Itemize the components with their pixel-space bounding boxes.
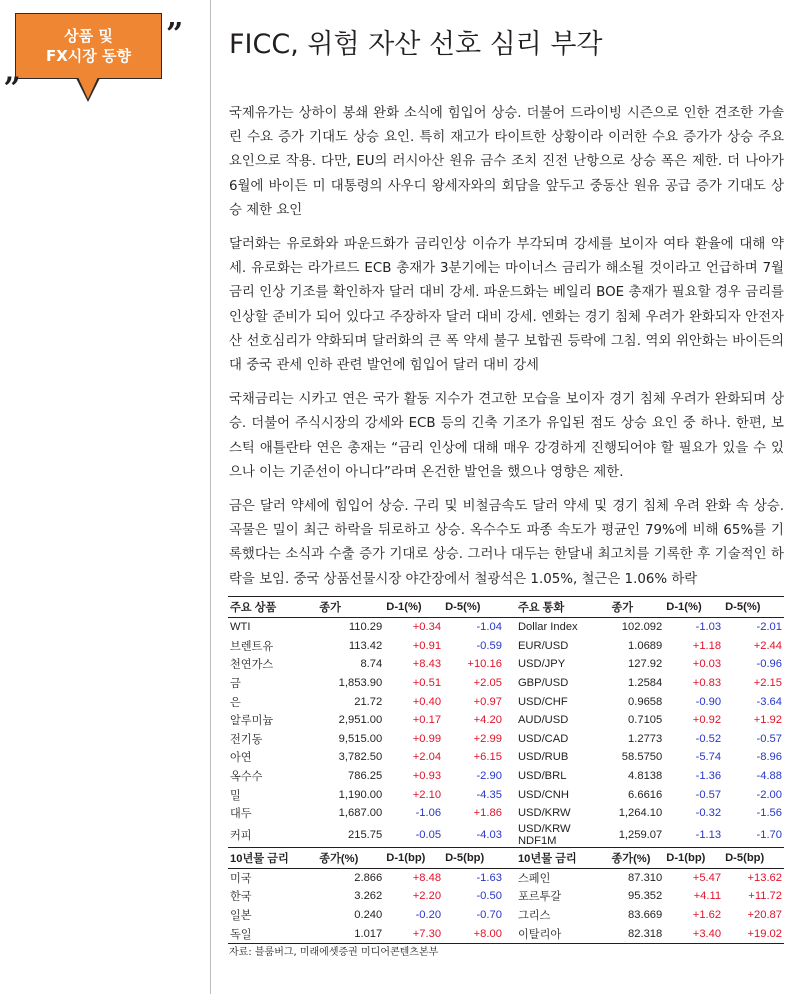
section-badge-line2: FX시장 동향 xyxy=(46,47,131,65)
table-cell: -2.00 xyxy=(756,788,782,801)
paragraph-oil: 국제유가는 상하이 봉쇄 완화 소식에 힘입어 상승. 더불어 드라이빙 시즌으로 인한 견조한 가솔린 수요 증가 기대도 상승 요인. 특히 재고가 타이트한 상황이라 이러한 수요 증가가 상승 주요 요인으로 작용. 다만, EU의 러시아산 원유 금수 조치 진전 난항으로 상승 폭은 제한. 더 나아가 6월에 바이든 미 대통령의 사우디 왕세자와의 회담을 앞두고 중동산 원유 공급 증가 기대도 상승 제한 요인 xyxy=(229,106,784,218)
table-cell: +0.99 xyxy=(412,732,442,745)
table-cell: USD/CAD xyxy=(517,732,569,745)
header-cell: 종가(%) xyxy=(317,847,384,868)
table-row xyxy=(228,906,784,925)
table-cell: 3,782.50 xyxy=(338,751,383,764)
header-cell: D-5(%) xyxy=(443,597,504,618)
table-cell: EUR/USD xyxy=(517,639,569,652)
table-cell: -1.06 xyxy=(415,807,442,820)
table-header xyxy=(228,597,784,618)
table-cell: 1,687.00 xyxy=(338,807,383,820)
table-cell: +4.20 xyxy=(473,714,502,727)
table-cell: 0.9658 xyxy=(628,695,663,708)
table-cell: GBP/USD xyxy=(517,677,569,690)
table-cell: 1.2773 xyxy=(628,732,663,745)
table-cell: +8.48 xyxy=(412,871,442,884)
table-row xyxy=(228,767,784,786)
table-cell: 전기동 xyxy=(230,733,263,746)
section-badge-line1: 상품 및 xyxy=(64,27,113,45)
table-cell: 1,853.90 xyxy=(338,677,383,690)
table-cell: +0.51 xyxy=(412,677,442,690)
table-cell: +8.43 xyxy=(412,658,442,671)
table-cell: 한국 xyxy=(230,891,252,904)
table-cell: 금 xyxy=(230,678,241,691)
header-cell: D-5(%) xyxy=(723,597,784,618)
table-cell: 82.318 xyxy=(609,924,664,943)
table-cell: 58.5750 xyxy=(621,751,663,764)
table-cell: +1.18 xyxy=(692,639,722,652)
table-cell: -0.32 xyxy=(695,807,722,820)
table-cell: +2.99 xyxy=(473,732,502,745)
table-cell: 95.352 xyxy=(628,890,663,903)
table-cell: +0.92 xyxy=(692,714,722,727)
table-cell: Dollar Index xyxy=(517,621,578,634)
table-cell: 1.017 xyxy=(317,924,384,943)
commodity-fx-rows xyxy=(228,618,784,848)
table-cell: 8.74 xyxy=(360,658,383,671)
table-row xyxy=(228,924,784,943)
table-cell: -0.57 xyxy=(756,732,782,745)
table-cell: 102.092 xyxy=(621,621,663,634)
table-cell: 1,190.00 xyxy=(338,788,383,801)
table-cell: +6.15 xyxy=(473,751,502,764)
table-cell: USD/KRW xyxy=(517,807,571,820)
open-quote-icon: „ xyxy=(4,54,22,89)
close-quote-icon: ” xyxy=(166,17,184,52)
table-row xyxy=(228,637,784,656)
table-cell: -2.90 xyxy=(476,770,502,783)
table-cell: 스페인 xyxy=(517,872,551,885)
table-cell: 포르투갈 xyxy=(517,891,562,904)
table-cell: +11.72 xyxy=(748,890,782,903)
table-cell: 은 xyxy=(230,696,241,709)
table-cell: -0.50 xyxy=(476,890,502,903)
table-cell: +1.92 xyxy=(753,714,782,727)
article-body xyxy=(229,102,784,602)
page-title: FICC, 위험 자산 선호 심리 부각 xyxy=(229,29,603,60)
table-cell: -0.20 xyxy=(415,909,442,922)
table-cell: USD/CHF xyxy=(517,695,568,708)
table-row xyxy=(228,748,784,767)
table-cell: +0.03 xyxy=(692,658,722,671)
column-divider xyxy=(210,0,211,994)
table-cell: -4.88 xyxy=(756,770,782,783)
table-cell: +0.17 xyxy=(412,714,442,727)
table-cell: USD/CNH xyxy=(517,788,569,801)
table-cell: -2.01 xyxy=(756,621,782,634)
table-cell: 2,951.00 xyxy=(338,714,383,727)
table-cell: +19.02 xyxy=(723,924,784,943)
table-cell: 0.240 xyxy=(354,909,383,922)
table-cell: 이탈리아 xyxy=(504,924,610,943)
table-row xyxy=(228,692,784,711)
table-cell: +2.10 xyxy=(412,788,442,801)
table-cell: 21.72 xyxy=(354,695,383,708)
table-cell: 옥수수 xyxy=(230,771,263,784)
table-cell: -4.03 xyxy=(476,828,502,841)
header-cell: 주요 상품 xyxy=(228,597,317,618)
header-cell: 종가(%) xyxy=(609,847,664,868)
table-cell: 3.262 xyxy=(354,890,383,903)
table-cell: 천연가스 xyxy=(230,659,274,672)
table-cell: -0.59 xyxy=(476,639,502,652)
table-cell: +1.62 xyxy=(692,909,722,922)
header-cell: 종가 xyxy=(317,597,384,618)
table-cell: +7.30 xyxy=(384,924,443,943)
table-cell: -1.70 xyxy=(756,828,782,841)
table-cell: +8.00 xyxy=(443,924,504,943)
section-badge xyxy=(15,13,162,79)
table-cell: 브렌트유 xyxy=(230,640,274,653)
table-cell: AUD/USD xyxy=(517,714,569,727)
table-cell: 110.29 xyxy=(348,621,383,634)
table-cell: 미국 xyxy=(230,872,252,885)
table-cell: +2.20 xyxy=(412,890,442,903)
table-cell: 밀 xyxy=(230,789,241,802)
table-cell: -0.96 xyxy=(756,658,782,671)
table-cell: -1.36 xyxy=(695,770,722,783)
paragraph-dollar: 달러화는 유로화와 파운드화가 금리인상 이슈가 부각되며 강세를 보이자 여타 환율에 대해 약세. 유로화는 라가르드 ECB 총재가 3분기에는 마이너스 금리가 해소될 것이라고 언급하며 7월 금리 인상 기조를 확인하자 달러 대비 강세. 파운드화는 베일리 BOE 총재가 필요할 경우 금리를 인상할 준비가 되어 있다고 주장하자 달러 대비 강세. 엔화는 경기 침체 우려가 완화되자 안전자산 선호심리가 약화되며 달러화의 큰 폭 약세 불구 보합권 등락에 그침. 역외 위안화는 바이든의 대 중국 관세 인하 관련 발언에 힘입어 달러 대비 강세 xyxy=(229,237,784,374)
table-cell: 6.6616 xyxy=(628,788,663,801)
table-cell: +20.87 xyxy=(747,909,782,922)
table-cell: +10.16 xyxy=(467,658,502,671)
table-cell: USD/RUB xyxy=(517,751,569,764)
table-cell: +0.97 xyxy=(473,695,502,708)
table-cell: 아연 xyxy=(230,752,252,765)
table-cell: 독일 xyxy=(228,924,317,943)
table-cell: 2.866 xyxy=(354,871,383,884)
table-cell: +2.04 xyxy=(412,751,442,764)
table-cell: +2.15 xyxy=(753,677,782,690)
table-row xyxy=(228,674,784,693)
table-cell: 113.42 xyxy=(348,639,383,652)
table-cell: -1.56 xyxy=(756,807,782,820)
table-cell: +0.91 xyxy=(412,639,442,652)
header-cell: D-1(%) xyxy=(384,597,443,618)
table-cell: -0.52 xyxy=(695,732,722,745)
table-cell: -4.35 xyxy=(476,788,502,801)
table-row xyxy=(228,785,784,804)
table-cell: 그리스 xyxy=(517,910,551,923)
table-row xyxy=(228,823,784,848)
table-cell: +0.93 xyxy=(412,770,442,783)
table-row xyxy=(228,868,784,887)
header-cell: 10년물 금리 xyxy=(228,847,317,868)
paragraph-commodities: 금은 달러 약세에 힘입어 상승. 구리 및 비철금속도 달러 약세 및 경기 침체 우려 완화 속 상승. 곡물은 밀이 최근 하락을 뒤로하고 상승. 옥수수도 파종 속도가 평균인 79%에 비해 65%를 기록했다는 소식과 수출 증가 기대로 상승. 그러나 대두는 한달내 최고치를 기록한 후 기술적인 하락을 보임. 중국 상품선물시장 야간장에서 철광석은 1.05%, 철근은 1.06% 하락 xyxy=(229,499,784,587)
table-cell: +3.40 xyxy=(664,924,723,943)
table-cell: 커피 xyxy=(230,829,252,842)
table-cell: 87.310 xyxy=(628,871,663,884)
table-cell: -1.04 xyxy=(476,621,502,634)
header-cell: D-1(bp) xyxy=(664,847,723,868)
table-cell: 1,259.07 xyxy=(618,828,663,841)
table-row xyxy=(228,655,784,674)
table-cell: +5.47 xyxy=(692,871,722,884)
table-cell: 대두 xyxy=(230,808,252,821)
header-cell: D-5(bp) xyxy=(443,847,504,868)
table-cell: USD/KRW NDF1M xyxy=(517,822,571,847)
table-cell: 일본 xyxy=(230,910,252,923)
badge-pointer-fill xyxy=(78,77,98,99)
paragraph-bonds: 국채금리는 시카고 연은 국가 활동 지수가 견고한 모습을 보이자 경기 침체 우려가 완화되며 상승. 더불어 주식시장의 강세와 ECB 등의 긴축 기조가 유입된 점도 상승 요인 중 하나. 한편, 보스틱 애틀란타 연은 총재는 “금리 인상에 대해 매우 강경하게 진행되어야 할 필요가 있을 수 있으나 이는 기준선이 아니다”라며 온건한 발언을 했으나 영향은 제한. xyxy=(229,392,784,480)
table-cell: +4.11 xyxy=(693,890,722,903)
table-cell: -0.57 xyxy=(695,788,722,801)
table-header-bonds xyxy=(228,847,784,868)
table-cell: -5.74 xyxy=(695,751,722,764)
table-cell: 1,264.10 xyxy=(618,807,663,820)
table-cell: -0.05 xyxy=(415,828,442,841)
table-row xyxy=(228,711,784,730)
table-cell: 알루미늄 xyxy=(230,715,274,728)
table-cell: +2.05 xyxy=(473,677,502,690)
table-cell: -8.96 xyxy=(756,751,782,764)
table-cell: -1.13 xyxy=(695,828,722,841)
table-cell: +13.62 xyxy=(747,871,782,884)
table-cell: 9,515.00 xyxy=(338,732,383,745)
header-cell: D-5(bp) xyxy=(723,847,784,868)
table-cell: -1.03 xyxy=(695,621,722,634)
table-row xyxy=(228,618,784,637)
table-cell: -3.64 xyxy=(756,695,782,708)
table-cell: -1.63 xyxy=(476,871,502,884)
table-cell: +0.40 xyxy=(412,695,442,708)
table-row xyxy=(228,730,784,749)
table-cell: +2.44 xyxy=(753,639,782,652)
table-cell: +0.34 xyxy=(412,621,442,634)
table-cell: 127.92 xyxy=(628,658,663,671)
bond-rows xyxy=(228,868,784,943)
source-note: 자료: 블룸버그, 미래에셋증권 미디어콘텐츠본부 xyxy=(229,947,439,958)
table-row xyxy=(228,804,784,823)
table-cell: +0.83 xyxy=(692,677,722,690)
table-cell: 215.75 xyxy=(348,828,383,841)
table-cell: WTI xyxy=(230,621,251,634)
table-cell: USD/JPY xyxy=(517,658,566,671)
header-cell: 주요 통화 xyxy=(504,597,610,618)
header-cell: D-1(bp) xyxy=(384,847,443,868)
table-cell: 786.25 xyxy=(348,770,383,783)
table-cell: 83.669 xyxy=(628,909,663,922)
table-cell: 0.7105 xyxy=(628,714,663,727)
table-row xyxy=(228,887,784,906)
table-cell: -0.70 xyxy=(476,909,502,922)
table-cell: 1.0689 xyxy=(628,639,663,652)
table-cell: +1.86 xyxy=(473,807,502,820)
header-cell: 10년물 금리 xyxy=(504,847,610,868)
table-cell: 4.8138 xyxy=(628,770,663,783)
header-cell: D-1(%) xyxy=(664,597,723,618)
market-data-table xyxy=(228,596,784,944)
table-cell: -0.90 xyxy=(695,695,722,708)
header-cell: 종가 xyxy=(609,597,664,618)
table-cell: 1.2584 xyxy=(628,677,663,690)
table-cell: USD/BRL xyxy=(517,770,567,783)
